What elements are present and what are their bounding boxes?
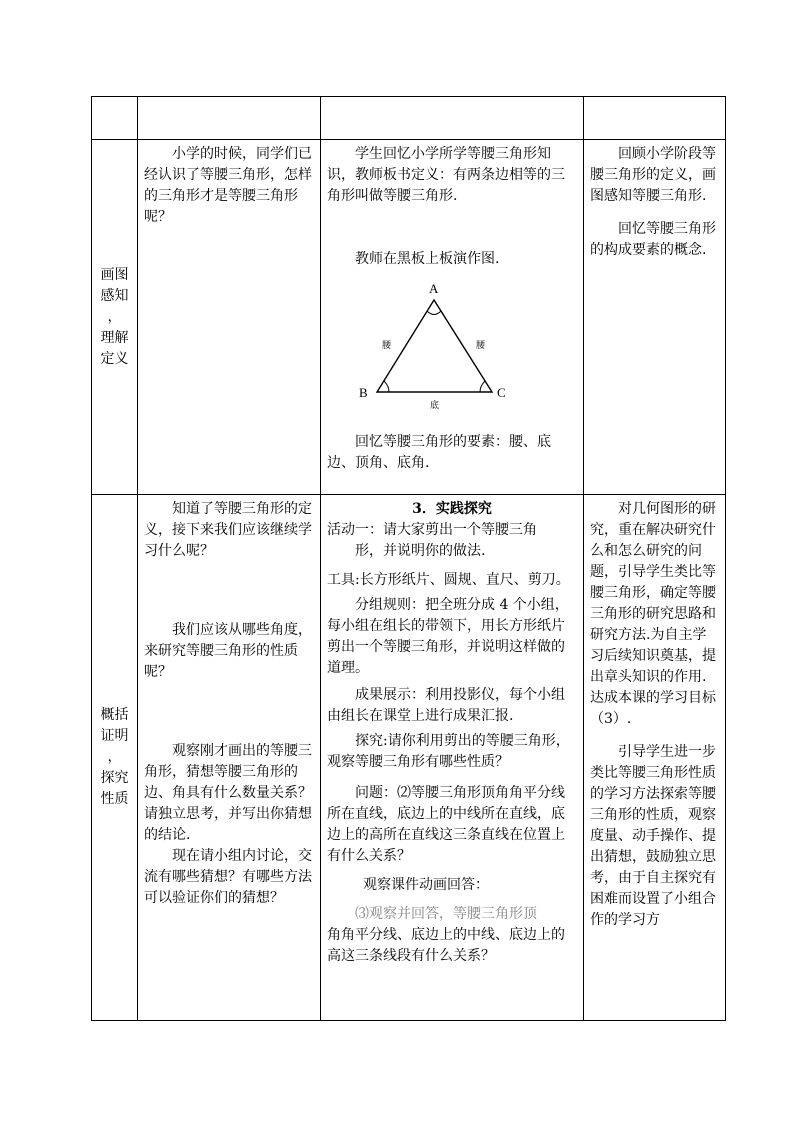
stage-line: 定义 [100, 350, 129, 367]
activity-text: 活动一：请大家剪出一个等腰三角 [327, 522, 537, 538]
isosceles-triangle-figure [355, 276, 525, 424]
header-cell-stage [92, 97, 138, 140]
right-base-angle-arc [480, 381, 485, 392]
stage-line: ， [107, 749, 122, 765]
stage-line: 概括 [100, 707, 129, 723]
stage-line: ， [107, 308, 122, 325]
vertex-a-label: A [429, 281, 439, 296]
left-base-angle-arc [384, 381, 389, 392]
vertex-c-label: C [497, 385, 506, 400]
student-activity-cell [321, 495, 584, 1021]
teacher-activity-cell [138, 140, 321, 495]
stage-line: 画图 [100, 266, 129, 283]
board-drawing-text: 教师在黑板上板演作图. [355, 251, 500, 267]
teacher-text: 我们应该从哪些角度，来研究等腰三角形的性质呢？ [144, 622, 312, 680]
section-title: 3．实践探究 [412, 501, 492, 517]
question-3-text: 角角平分线、底边上的中线、底边上的高这三条线段有什么关系？ [327, 927, 565, 964]
design-intent-cell [584, 495, 726, 1021]
stage-line: 理解 [100, 329, 129, 346]
student-text: 学生回忆小学所学等腰三角形知识，教师板书定义：有两条边相等的三角形叫做等腰三角形. [327, 146, 565, 204]
header-cell-teacher [138, 97, 321, 140]
stage-cell-drawing [92, 140, 138, 495]
question-3-text: ⑶观察并回答，等腰三角形顶 [355, 906, 537, 922]
row-drawing-definition [92, 140, 726, 495]
teacher-text: 小学的时候，同学们已经认识了等腰三角形，怎样的三角形才是等腰三角形呢？ [144, 146, 312, 225]
design-text: 引导学生进一步类比等腰三角形性质的学习方法探索等腰三角形的性质，观察度量、动手操作、提出猜想，鼓励独立思考，由于自主探究有困难而设置了小组合作的学习方 [590, 744, 716, 928]
tools-text: 工具:长方形纸片、圆规、直尺、剪刀。 [327, 572, 570, 588]
elements-text: 回忆等腰三角形的要素：腰、底边、顶角、底角. [327, 434, 551, 471]
lesson-plan-table [91, 96, 726, 1021]
leg-right-label: 腰 [476, 341, 486, 351]
explore-text: 探究:请你利用剪出的等腰三角形，观察等腰三角形有哪些性质？ [327, 733, 570, 770]
grouping-text: 分组规则：把全班分成 4 个小组，每小组在组长的带领下，用长方形纸片剪出一个等腰三角形，并说明这样做的道理。 [327, 597, 569, 676]
teacher-text: 知道了等腰三角形的定义，接下来我们应该继续学习什么呢？ [144, 501, 312, 559]
header-cell-design [584, 97, 726, 140]
teacher-activity-cell [138, 495, 321, 1021]
empty-header-row [92, 97, 726, 140]
design-text: 回忆等腰三角形的构成要素的概念. [590, 221, 716, 258]
base-label: 底 [430, 401, 440, 411]
row-summary-proof [92, 495, 726, 1021]
design-text: 回顾小学阶段等腰三角形的定义，画图感知等腰三角形. [590, 146, 716, 204]
results-text: 成果展示：利用投影仪，每个小组由组长在课堂上进行成果汇报. [327, 687, 565, 724]
leg-left-label: 腰 [382, 341, 392, 351]
triangle-shape [377, 300, 492, 392]
apex-angle-arc [427, 311, 441, 315]
question-text: 问题：⑵等腰三角形顶角角平分线所在直线，底边上的中线所在直线，底边上的高所在直线这三条直线在位置上有什么关系？ [327, 785, 565, 864]
student-activity-cell [321, 140, 584, 495]
stage-line: 感知 [100, 287, 129, 304]
stage-line: 探究 [100, 770, 129, 786]
stage-cell-proof [92, 495, 138, 1021]
activity-text: 形，并说明你的做法. [355, 543, 486, 559]
stage-line: 证明 [100, 728, 129, 744]
observe-text: 观察课件动画回答： [363, 877, 489, 893]
vertex-b-label: B [359, 385, 368, 400]
teacher-text: 观察刚才画出的等腰三角形，猜想等腰三角形的边、角具有什么数量关系？请独立思考，并写出你猜想的结论. [144, 743, 312, 843]
teacher-text: 现在请小组内讨论，交流有哪些猜想？有哪些方法可以验证你们的猜想？ [144, 848, 312, 906]
design-text: 对几何图形的研究，重在解决研究什么和怎么研究的问题，引导学生类比等腰三角形，确定等腰三角形的研究思路和研究方法.为自主学习后续知识奠基，提出章头知识的作用.达成本课的学习目标（3）. [590, 501, 716, 727]
stage-line: 性质 [100, 791, 129, 807]
design-intent-cell [584, 140, 726, 495]
header-cell-student [321, 97, 584, 140]
